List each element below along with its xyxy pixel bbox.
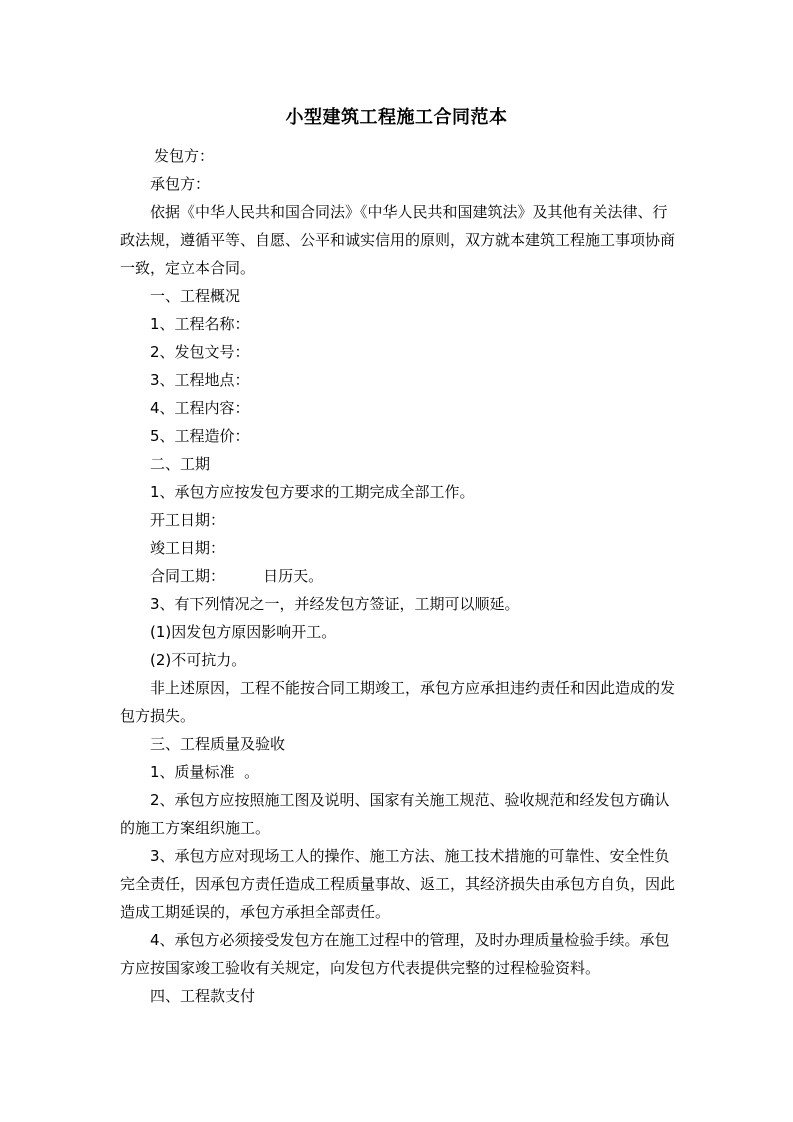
clause-line: 5、工程造价： [150, 427, 250, 445]
clause-line: 2、发包文号： [150, 343, 250, 361]
clause-line: 竣工日期： [150, 539, 226, 557]
clause-line: 1、质量标准 。 [150, 763, 260, 781]
page-title: 小型建筑工程施工合同范本 [285, 107, 508, 128]
party-b-line: 承包方： [150, 175, 211, 193]
clause-line: 合同工期： 日历天。 [150, 567, 324, 585]
section-heading: 三、工程质量及验收 [150, 735, 286, 753]
clause-paragraph: 4、承包方必须接受发包方在施工过程中的管理，及时办理质量检验手续。承包方应按国家竣工验收有关规定，向发包方代表提供完整的过程检验资料。 [120, 931, 670, 977]
clause-paragraph: 非上述原因，工程不能按合同工期竣工，承包方应承担违约责任和因此造成的发包方损失。 [120, 679, 676, 725]
clause-paragraph: 3、承包方应对现场工人的操作、施工方法、施工技术措施的可靠性、安全性负完全责任，因承包方责任造成工程质量事故、返工，其经济损失由承包方自负，因此造成工期延误的，承包方承担全部责任。 [120, 847, 676, 921]
section-heading: 一、工程概况 [150, 287, 241, 305]
clause-line: 4、工程内容： [150, 399, 250, 417]
clause-line: (2)不可抗力。 [150, 651, 247, 669]
preamble-paragraph: 依据《中华人民共和国合同法》《中华人民共和国建筑法》及其他有关法律、行政法规，遵循平等、自愿、公平和诚实信用的原则，双方就本建筑工程施工事项协商一致，定立本合同。 [120, 203, 676, 277]
party-a-line: 发包方： [154, 147, 215, 165]
clause-line: 3、有下列情况之一，并经发包方签证，工期可以顺延。 [150, 595, 520, 613]
clause-line: 开工日期： [150, 511, 226, 529]
clause-line: 1、工程名称： [150, 315, 250, 333]
section-heading: 四、工程款支付 [150, 987, 256, 1005]
clause-line: 3、工程地点： [150, 371, 250, 389]
contract-body [120, 142, 680, 1010]
clause-line: 1、承包方应按发包方要求的工期完成全部工作。 [150, 483, 475, 501]
section-heading: 二、工期 [150, 455, 211, 473]
clause-line: (1)因发包方原因影响开工。 [150, 623, 337, 641]
clause-paragraph: 2、承包方应按照施工图及说明、国家有关施工规范、验收规范和经发包方确认的施工方案组织施工。 [120, 791, 670, 837]
